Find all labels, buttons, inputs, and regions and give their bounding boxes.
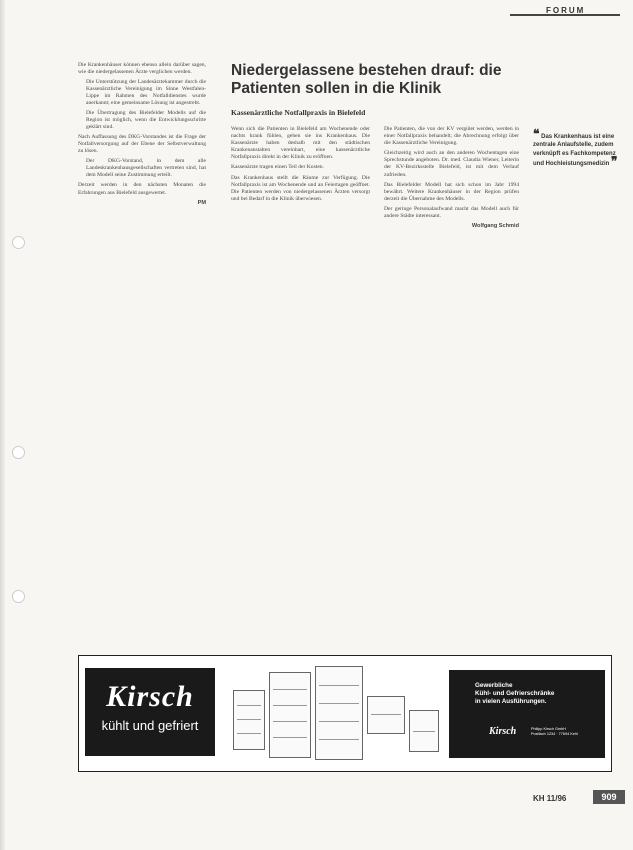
paragraph: Das Krankenhaus stellt die Räume zur Verfügung. Die Notfallpraxis ist am Wochenende und an Feiertagen geöffnet. Die Patienten werden von niedergelassenen Ärzten versorgt und bei Bedarf in die Klinik überwiesen. — [231, 174, 370, 202]
bullet-item: • Die Unterstützung der Landesärztekammer durch die Kassenärztliche Vereinigung im Sinne Westfalen-Lippe im Rahmen des Notfalldienstes wurde anerkannt; eine gemeinsame Lösung ist angestrebt. — [86, 79, 206, 107]
fridge-illustration — [229, 662, 439, 766]
paragraph: Wenn sich die Patienten in Bielefeld am Wochenende oder nachts krank fühlen, gehen sie ins Krankenhaus. Die Kassenärzte haben deshalb mit den städtischen Krankenanstalten vereinbart, eine kassenärztliche Notfallpraxis direkt in der Klinik zu eröffnen. — [231, 126, 370, 161]
article-headline: Niedergelassene bestehen drauf: die Patienten sollen in die Klinik — [231, 62, 502, 97]
close-quote-icon: ❞ — [611, 154, 618, 169]
paragraph: Die Patienten, die von der KV vergütet werden, werden in einer Notfallpraxis behandelt; die Abrechnung erfolgt über die Kassenärztliche Vereinigung. — [384, 126, 519, 147]
open-quote-icon: ❝ — [533, 127, 540, 141]
paragraph: Derzeit werden in den nächsten Monaten die Erfahrungen aus Bielefeld ausgewertet. — [78, 182, 206, 196]
magazine-issue: KH 11/96 — [533, 794, 567, 803]
punch-hole — [12, 446, 25, 459]
paragraph: Kassenärzte tragen einen Teil der Kosten. — [231, 164, 325, 171]
article-column-1 — [78, 62, 206, 632]
article-subhead: Kassenärztliche Notfallpraxis in Bielefeld — [231, 108, 366, 117]
ad-info-block — [449, 670, 605, 758]
bullet-item: • Die Übertragung des Bielefelder Modells auf die Region ist möglich, wenn die Entwicklungsschritte geklärt sind. — [86, 110, 206, 131]
fridge-image — [315, 666, 363, 760]
fridge-image — [233, 690, 265, 750]
fridge-image — [409, 710, 439, 752]
article-column-2 — [231, 126, 370, 636]
article-column-3 — [384, 126, 519, 636]
fridge-image — [367, 696, 405, 734]
ad-brand-small: Kirsch — [489, 726, 517, 737]
advertisement — [78, 655, 612, 772]
bullet-list — [78, 158, 206, 179]
ad-address: Philipp Kirsch GmbH Postfach 1234 · 77694 Kehl — [531, 727, 578, 736]
ad-slogan: kühlt und gefriert — [101, 718, 199, 733]
author-name: Wolfgang Schmid — [471, 223, 519, 230]
paragraph: Das Bielefelder Modell hat sich schon im Jahr 1994 bewährt. Weitere Krankenhäuser in der Region prüfen derzeit die Übernahme des Modells. — [384, 181, 519, 202]
pull-quote — [533, 127, 619, 169]
section-label: FORUM — [546, 6, 586, 15]
paragraph: Die Krankenhäuser können ebenso allein darüber sagen, wie die niedergelassenen Ärzte verglichen werden. — [78, 62, 206, 76]
page-number: 909 — [593, 790, 625, 804]
scan-edge — [0, 0, 6, 850]
bullet-item: • Der DKG-Vorstand, in dem alle Landeskrankenhausgesellschaften vertreten sind, hat dem Modell seine Zustimmung erteilt. — [86, 158, 206, 179]
pull-quote-text: Das Krankenhaus ist eine zentrale Anlaufstelle, zudem verknüpft es Fachkompetenz und Hochleistungsmedizin — [533, 134, 616, 168]
ad-info-text: Gewerbliche Kühl- und Gefrierschränke in vielen Ausführungen. — [475, 682, 555, 705]
fridge-image — [269, 672, 311, 758]
punch-hole — [12, 236, 25, 249]
paragraph: Nach Auffassung des DKG-Vorstandes ist die Frage der Notfallversorgung auf der Ebene der Selbstverwaltung zu lösen. — [78, 133, 206, 155]
ad-logo-block — [85, 668, 215, 756]
paragraph: Gleichzeitig wird auch an den anderen Wochentagen eine Sprechstunde angeboten. Dr. med. Claudia Wiener, Leiterin der KV-Bezirksstelle Bielefeld, ist mit dem Verlauf zufrieden. — [384, 150, 519, 178]
punch-hole — [12, 590, 25, 603]
bullet-list — [78, 79, 206, 131]
author-initials: PM — [197, 199, 206, 206]
ad-brand-logo: Kirsch — [106, 680, 194, 713]
paragraph: Der geringe Personalaufwand macht das Modell auch für andere Städte interessant. — [384, 205, 519, 220]
